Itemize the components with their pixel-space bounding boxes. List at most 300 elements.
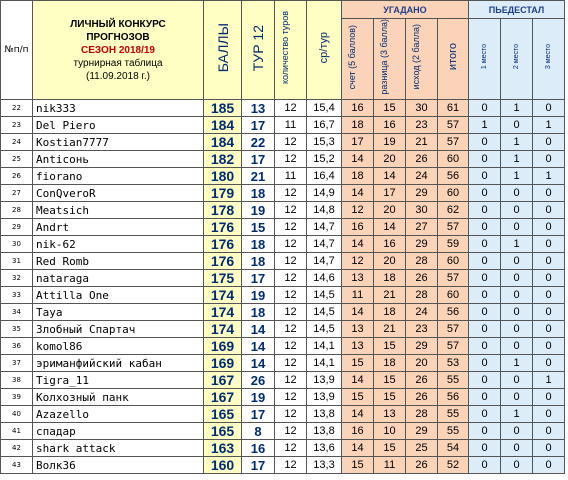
tour-points-cell: 18 [242, 304, 275, 321]
difference-cell: 14 [374, 168, 406, 185]
place2-cell: 1 [501, 406, 533, 423]
difference-cell: 18 [374, 355, 406, 372]
exact-score-cell: 13 [342, 321, 374, 338]
place2-cell: 0 [501, 287, 533, 304]
points-cell: 174 [204, 287, 242, 304]
tours-count-cell: 12 [275, 202, 307, 219]
row-number: 39 [1, 389, 33, 406]
total-guessed-cell: 57 [438, 219, 469, 236]
place3-cell: 0 [533, 253, 565, 270]
place3-cell: 0 [533, 236, 565, 253]
place1-cell: 0 [469, 440, 501, 457]
table-row [1, 185, 565, 202]
avg-cell: 14,5 [307, 287, 342, 304]
outcome-cell: 30 [406, 202, 438, 219]
exact-score-cell: 15 [342, 355, 374, 372]
points-cell: 169 [204, 355, 242, 372]
table-title [33, 1, 204, 100]
row-number: 34 [1, 304, 33, 321]
row-number: 36 [1, 338, 33, 355]
row-number: 27 [1, 185, 33, 202]
tour-points-cell: 19 [242, 389, 275, 406]
col-header-avg: ср/тур [307, 1, 342, 100]
place2-cell: 1 [501, 355, 533, 372]
exact-score-cell: 15 [342, 389, 374, 406]
tour-points-cell: 14 [242, 321, 275, 338]
place2-cell: 0 [501, 219, 533, 236]
place2-cell: 0 [501, 185, 533, 202]
avg-cell: 15,3 [307, 134, 342, 151]
outcome-cell: 25 [406, 440, 438, 457]
tour-points-cell: 13 [242, 100, 275, 117]
place1-cell: 0 [469, 304, 501, 321]
table-row [1, 304, 565, 321]
tour-points-cell: 18 [242, 236, 275, 253]
outcome-cell: 26 [406, 270, 438, 287]
participant-nick: nik-62 [33, 236, 204, 253]
outcome-cell: 29 [406, 423, 438, 440]
avg-cell: 14,5 [307, 321, 342, 338]
total-guessed-cell: 61 [438, 100, 469, 117]
title-line1: ЛИЧНЫЙ КОНКУРС [70, 18, 166, 30]
table-row [1, 236, 565, 253]
tour-points-cell: 8 [242, 423, 275, 440]
exact-score-cell: 13 [342, 270, 374, 287]
place2-cell: 0 [501, 457, 533, 474]
place2-cell: 0 [501, 304, 533, 321]
row-number: 22 [1, 100, 33, 117]
participant-nick: komol86 [33, 338, 204, 355]
place2-cell: 0 [501, 440, 533, 457]
row-number: 25 [1, 151, 33, 168]
title-date: (11.09.2018 г.) [86, 70, 150, 82]
row-number: 41 [1, 423, 33, 440]
participant-nick: Red Romb [33, 253, 204, 270]
avg-cell: 14,5 [307, 304, 342, 321]
table-row [1, 270, 565, 287]
difference-cell: 14 [374, 219, 406, 236]
outcome-cell: 29 [406, 236, 438, 253]
row-number: 42 [1, 440, 33, 457]
col-header-tours-count: количество туров [275, 1, 307, 100]
outcome-cell: 28 [406, 406, 438, 423]
tours-count-cell: 12 [275, 236, 307, 253]
avg-cell: 14,6 [307, 270, 342, 287]
total-guessed-cell: 60 [438, 287, 469, 304]
col-header-tour: ТУР 12 [242, 1, 275, 100]
difference-cell: 15 [374, 389, 406, 406]
row-number: 30 [1, 236, 33, 253]
total-guessed-cell: 57 [438, 270, 469, 287]
place3-cell: 1 [533, 372, 565, 389]
difference-cell: 17 [374, 185, 406, 202]
difference-cell: 20 [374, 253, 406, 270]
row-number: 32 [1, 270, 33, 287]
difference-cell: 13 [374, 406, 406, 423]
outcome-cell: 26 [406, 372, 438, 389]
tours-count-cell: 12 [275, 440, 307, 457]
row-number: 29 [1, 219, 33, 236]
table-row [1, 355, 565, 372]
col-header-outcome: исход (2 балла) [406, 19, 438, 100]
avg-cell: 14,7 [307, 219, 342, 236]
tour-points-cell: 17 [242, 151, 275, 168]
table-body [1, 100, 565, 474]
place1-cell: 0 [469, 457, 501, 474]
total-guessed-cell: 62 [438, 202, 469, 219]
title-line4: турнирная таблица [73, 57, 163, 69]
total-guessed-cell: 54 [438, 440, 469, 457]
tours-count-cell: 12 [275, 355, 307, 372]
place3-cell: 0 [533, 355, 565, 372]
table-row [1, 100, 565, 117]
table-row [1, 253, 565, 270]
place3-cell: 0 [533, 423, 565, 440]
exact-score-cell: 18 [342, 168, 374, 185]
avg-cell: 14,9 [307, 185, 342, 202]
table-row [1, 117, 565, 134]
table-row [1, 151, 565, 168]
exact-score-cell: 17 [342, 134, 374, 151]
points-cell: 176 [204, 219, 242, 236]
place1-cell: 0 [469, 202, 501, 219]
tours-count-cell: 12 [275, 134, 307, 151]
row-number: 38 [1, 372, 33, 389]
difference-cell: 16 [374, 236, 406, 253]
place1-cell: 0 [469, 134, 501, 151]
participant-nick: Del Piero [33, 117, 204, 134]
difference-cell: 16 [374, 117, 406, 134]
col-header-place1: 1 место [469, 19, 501, 100]
place3-cell: 0 [533, 440, 565, 457]
place1-cell: 0 [469, 321, 501, 338]
place3-cell: 1 [533, 117, 565, 134]
points-cell: 182 [204, 151, 242, 168]
tour-points-cell: 17 [242, 457, 275, 474]
place3-cell: 0 [533, 406, 565, 423]
place3-cell: 0 [533, 457, 565, 474]
place2-cell: 0 [501, 202, 533, 219]
place2-cell: 1 [501, 151, 533, 168]
row-number: 33 [1, 287, 33, 304]
outcome-cell: 20 [406, 355, 438, 372]
tours-count-cell: 11 [275, 168, 307, 185]
row-number: 24 [1, 134, 33, 151]
total-guessed-cell: 56 [438, 168, 469, 185]
points-cell: 174 [204, 304, 242, 321]
row-number: 26 [1, 168, 33, 185]
place2-cell: 0 [501, 338, 533, 355]
points-cell: 180 [204, 168, 242, 185]
participant-nick: Колхозный панк [33, 389, 204, 406]
place1-cell: 0 [469, 219, 501, 236]
place2-cell: 1 [501, 100, 533, 117]
exact-score-cell: 14 [342, 185, 374, 202]
participant-nick: shark attack [33, 440, 204, 457]
exact-score-cell: 14 [342, 304, 374, 321]
exact-score-cell: 14 [342, 151, 374, 168]
tour-points-cell: 17 [242, 270, 275, 287]
points-cell: 163 [204, 440, 242, 457]
table-row [1, 338, 565, 355]
tour-points-cell: 14 [242, 355, 275, 372]
participant-nick: nataraga [33, 270, 204, 287]
tours-count-cell: 12 [275, 151, 307, 168]
place3-cell: 0 [533, 151, 565, 168]
participant-nick: Meatsich [33, 202, 204, 219]
participant-nick: Attilla One [33, 287, 204, 304]
avg-cell: 16,7 [307, 117, 342, 134]
points-cell: 176 [204, 236, 242, 253]
place3-cell: 0 [533, 134, 565, 151]
row-number: 35 [1, 321, 33, 338]
avg-cell: 13,3 [307, 457, 342, 474]
points-cell: 175 [204, 270, 242, 287]
outcome-cell: 26 [406, 457, 438, 474]
points-cell: 185 [204, 100, 242, 117]
tours-count-cell: 12 [275, 253, 307, 270]
avg-cell: 13,8 [307, 423, 342, 440]
tours-count-cell: 12 [275, 321, 307, 338]
place1-cell: 0 [469, 423, 501, 440]
total-guessed-cell: 56 [438, 304, 469, 321]
outcome-cell: 23 [406, 117, 438, 134]
place3-cell: 0 [533, 202, 565, 219]
tours-count-cell: 12 [275, 457, 307, 474]
outcome-cell: 23 [406, 321, 438, 338]
participant-nick: Злобный Спартач [33, 321, 204, 338]
avg-cell: 15,2 [307, 151, 342, 168]
place1-cell: 0 [469, 236, 501, 253]
outcome-cell: 26 [406, 151, 438, 168]
difference-cell: 11 [374, 457, 406, 474]
avg-cell: 15,4 [307, 100, 342, 117]
points-cell: 179 [204, 185, 242, 202]
participant-nick: Anticoнь [33, 151, 204, 168]
row-number: 23 [1, 117, 33, 134]
place2-cell: 0 [501, 270, 533, 287]
outcome-cell: 26 [406, 389, 438, 406]
exact-score-cell: 16 [342, 219, 374, 236]
col-header-place2: 2 место [501, 19, 533, 100]
difference-cell: 15 [374, 440, 406, 457]
tour-points-cell: 16 [242, 440, 275, 457]
difference-cell: 15 [374, 100, 406, 117]
place1-cell: 0 [469, 100, 501, 117]
col-header-num: №п/п [1, 1, 33, 100]
place1-cell: 0 [469, 270, 501, 287]
place3-cell: 0 [533, 185, 565, 202]
outcome-cell: 29 [406, 338, 438, 355]
difference-cell: 21 [374, 321, 406, 338]
tours-count-cell: 12 [275, 423, 307, 440]
place1-cell: 0 [469, 287, 501, 304]
participant-nick: ConQveroR [33, 185, 204, 202]
place2-cell: 1 [501, 134, 533, 151]
total-guessed-cell: 57 [438, 321, 469, 338]
avg-cell: 13,9 [307, 389, 342, 406]
place1-cell: 1 [469, 117, 501, 134]
avg-cell: 14,8 [307, 202, 342, 219]
table-row [1, 389, 565, 406]
title-season: СЕЗОН 2018/19 [81, 44, 155, 56]
exact-score-cell: 12 [342, 202, 374, 219]
table-row [1, 219, 565, 236]
col-header-diff: разница (3 балла) [374, 19, 406, 100]
outcome-cell: 28 [406, 287, 438, 304]
place3-cell: 0 [533, 304, 565, 321]
exact-score-cell: 11 [342, 287, 374, 304]
total-guessed-cell: 53 [438, 355, 469, 372]
points-cell: 184 [204, 117, 242, 134]
place2-cell: 0 [501, 321, 533, 338]
tour-points-cell: 21 [242, 168, 275, 185]
total-guessed-cell: 57 [438, 117, 469, 134]
row-number: 28 [1, 202, 33, 219]
points-cell: 169 [204, 338, 242, 355]
avg-cell: 14,1 [307, 338, 342, 355]
tours-count-cell: 12 [275, 270, 307, 287]
table-row [1, 423, 565, 440]
difference-cell: 18 [374, 270, 406, 287]
participant-nick: Andrt [33, 219, 204, 236]
total-guessed-cell: 52 [438, 457, 469, 474]
table-row [1, 321, 565, 338]
place3-cell: 0 [533, 321, 565, 338]
avg-cell: 14,7 [307, 236, 342, 253]
total-guessed-cell: 57 [438, 134, 469, 151]
difference-cell: 10 [374, 423, 406, 440]
participant-nick: nik333 [33, 100, 204, 117]
tour-points-cell: 18 [242, 253, 275, 270]
group-header-podium: ПЬЕДЕСТАЛ [469, 1, 565, 19]
tour-points-cell: 26 [242, 372, 275, 389]
place1-cell: 0 [469, 372, 501, 389]
outcome-cell: 24 [406, 304, 438, 321]
row-number: 40 [1, 406, 33, 423]
total-guessed-cell: 55 [438, 423, 469, 440]
avg-cell: 14,7 [307, 253, 342, 270]
outcome-cell: 29 [406, 185, 438, 202]
exact-score-cell: 15 [342, 457, 374, 474]
place3-cell: 0 [533, 270, 565, 287]
table-row [1, 457, 565, 474]
place3-cell: 0 [533, 338, 565, 355]
place3-cell: 0 [533, 389, 565, 406]
table-row [1, 372, 565, 389]
tour-points-cell: 14 [242, 338, 275, 355]
points-cell: 184 [204, 134, 242, 151]
table-row [1, 406, 565, 423]
participant-nick: fiorano [33, 168, 204, 185]
difference-cell: 21 [374, 287, 406, 304]
total-guessed-cell: 60 [438, 185, 469, 202]
outcome-cell: 30 [406, 100, 438, 117]
points-cell: 165 [204, 406, 242, 423]
outcome-cell: 21 [406, 134, 438, 151]
place1-cell: 0 [469, 406, 501, 423]
group-header-guessed: УГАДАНО [342, 1, 469, 19]
avg-cell: 14,1 [307, 355, 342, 372]
row-number: 31 [1, 253, 33, 270]
points-cell: 174 [204, 321, 242, 338]
place1-cell: 0 [469, 355, 501, 372]
place3-cell: 0 [533, 287, 565, 304]
total-guessed-cell: 55 [438, 372, 469, 389]
total-guessed-cell: 60 [438, 253, 469, 270]
participant-nick: Волк36 [33, 457, 204, 474]
tours-count-cell: 12 [275, 287, 307, 304]
difference-cell: 18 [374, 304, 406, 321]
exact-score-cell: 18 [342, 117, 374, 134]
participant-nick: спадар [33, 423, 204, 440]
col-header-exact: счет (5 баллов) [342, 19, 374, 100]
tours-count-cell: 12 [275, 338, 307, 355]
place2-cell: 0 [501, 372, 533, 389]
tours-count-cell: 12 [275, 372, 307, 389]
place2-cell: 0 [501, 423, 533, 440]
avg-cell: 13,8 [307, 406, 342, 423]
place1-cell: 0 [469, 168, 501, 185]
avg-cell: 13,6 [307, 440, 342, 457]
outcome-cell: 27 [406, 219, 438, 236]
points-cell: 165 [204, 423, 242, 440]
tour-points-cell: 19 [242, 202, 275, 219]
participant-nick: Kostian7777 [33, 134, 204, 151]
place3-cell: 0 [533, 219, 565, 236]
total-guessed-cell: 56 [438, 389, 469, 406]
tours-count-cell: 11 [275, 117, 307, 134]
difference-cell: 20 [374, 202, 406, 219]
row-number: 37 [1, 355, 33, 372]
participant-nick: эриманфийский кабан [33, 355, 204, 372]
tour-points-cell: 22 [242, 134, 275, 151]
table-row [1, 168, 565, 185]
table-row [1, 202, 565, 219]
tours-count-cell: 12 [275, 219, 307, 236]
tour-points-cell: 18 [242, 185, 275, 202]
col-header-total: итого [438, 19, 469, 100]
total-guessed-cell: 60 [438, 151, 469, 168]
exact-score-cell: 16 [342, 100, 374, 117]
tours-count-cell: 12 [275, 406, 307, 423]
exact-score-cell: 12 [342, 253, 374, 270]
tour-points-cell: 15 [242, 219, 275, 236]
table-row [1, 134, 565, 151]
outcome-cell: 24 [406, 168, 438, 185]
place1-cell: 0 [469, 338, 501, 355]
tours-count-cell: 12 [275, 389, 307, 406]
place1-cell: 0 [469, 253, 501, 270]
place3-cell: 0 [533, 100, 565, 117]
participant-nick: Tigra_11 [33, 372, 204, 389]
points-cell: 178 [204, 202, 242, 219]
difference-cell: 15 [374, 338, 406, 355]
place1-cell: 0 [469, 185, 501, 202]
difference-cell: 20 [374, 151, 406, 168]
points-cell: 167 [204, 389, 242, 406]
place1-cell: 0 [469, 151, 501, 168]
total-guessed-cell: 57 [438, 338, 469, 355]
exact-score-cell: 14 [342, 372, 374, 389]
exact-score-cell: 14 [342, 406, 374, 423]
place1-cell: 0 [469, 389, 501, 406]
tours-count-cell: 12 [275, 185, 307, 202]
avg-cell: 16,4 [307, 168, 342, 185]
points-cell: 176 [204, 253, 242, 270]
place2-cell: 1 [501, 168, 533, 185]
title-line2: ПРОГНОЗОВ [86, 31, 150, 43]
